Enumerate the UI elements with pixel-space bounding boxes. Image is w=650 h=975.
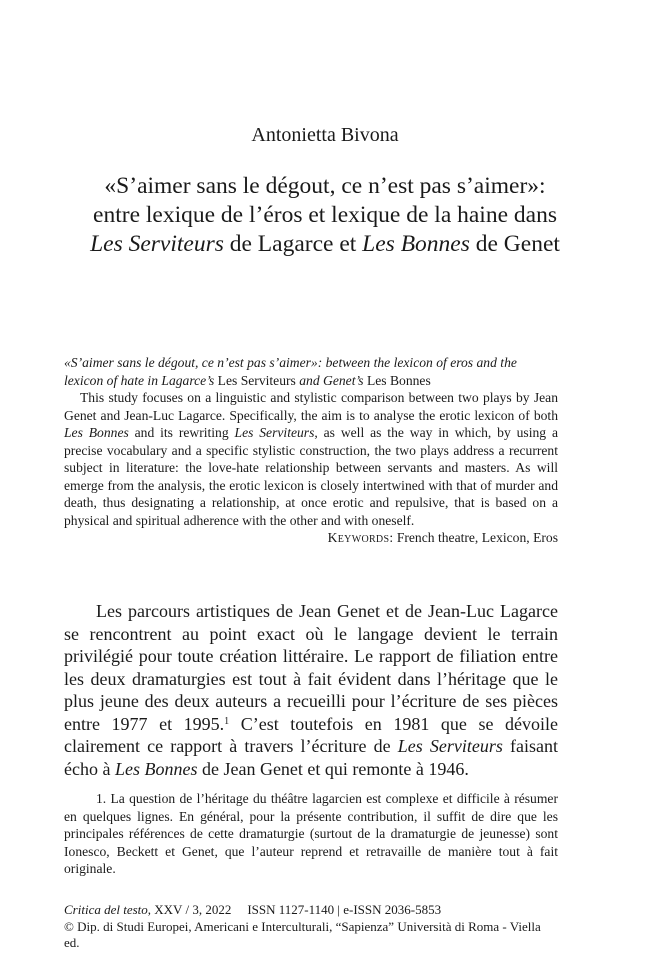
footnote-reference[interactable]: 1 — [224, 715, 230, 727]
issn: ISSN 1127-1140 | e-ISSN 2036-5853 — [247, 902, 442, 917]
main-text — [64, 600, 558, 780]
title-line-1: «S’aimer sans le dégout, ce n’est pas s’aimer»: — [104, 173, 546, 199]
keywords-list: French theatre, Lexicon, Eros — [396, 530, 558, 545]
journal-volume: , XXV / 3, 2022 — [147, 902, 232, 917]
body-paragraph: Les parcours artistiques de Jean Genet et de Jean-Luc Lagarce se rencontrent au point exact où le langage devient le terrain privilégié pour toute création littéraire. Le rapport de filiation entre les deux dramaturgies est tout à fait évident dans l’héritage que le plus jeune des deux auteurs a recueilli pour l’écriture de ses pièces entre 1977 et 1995.$^1$ C’est toutefois en 1981 que se dévoile clairement ce rapport à travers l’écriture de Les Serviteurs faisant écho à Les Bonnes de Jean Genet et qui remonte à 1946. — [64, 601, 558, 779]
page-footer — [64, 902, 558, 952]
footnote-text: 1. La question de l’héritage du théâtre lagarcien est complexe et difficile à résumer en quelques lignes. En général, pour la présente contribution, il suffit de dire que les principales références de cette dramaturgie (surtout de la dramaturgie de jeunesse) sont Ionesco, Beckett et Genet, que l’auteur reprend et retravaille de manière tout à fait originale. — [64, 791, 558, 876]
journal-name: Critica del testo — [64, 902, 148, 917]
title-line-2: entre lexique de l’éros et lexique de la haine dans — [93, 202, 557, 228]
article-title — [40, 172, 610, 259]
footnote — [64, 790, 558, 878]
title-end: de Genet — [469, 231, 560, 257]
copyright: © Dip. di Studi Europei, Americani e Interculturali, “Sapienza” Università di Roma - Viella ed. — [64, 918, 541, 950]
title-mid: de Lagarce et — [223, 231, 363, 257]
abstract-title: «S’aimer sans le dégout, ce n’est pas s’aimer»: between the lexicon of eros and the lexicon of hate in Lagarce’s Les Serviteurs and Genet’s Les Bonnes — [64, 355, 517, 388]
keywords — [64, 529, 558, 547]
title-play-bonnes: Les Bonnes — [362, 231, 470, 257]
keywords-label: Keywords: — [327, 530, 394, 545]
abstract-body: This study focuses on a linguistic and stylistic comparison between two plays by Jean Genet and Jean-Luc Lagarce. Specifically, the aim is to analyse the erotic lexicon of both Les Bonnes and its rewriting Les Serviteurs, as well as the way in which, by using a precise vocabulary and a specific stylistic construction, the two plays address a recurrent subject in literature: the love-hate relationship between servants and masters. As will emerge from the analysis, the erotic lexicon is closely intertwined with that of murder and death, thus designating a relationship, at once erotic and repulsive, that is based on a physical and spiritual adherence with the other and with oneself. — [64, 390, 558, 528]
author-name: Antonietta Bivona — [251, 124, 399, 146]
title-line-3 — [40, 230, 610, 259]
footer-citation — [64, 902, 558, 919]
title-play-serviteurs: Les Serviteurs — [90, 231, 224, 257]
abstract — [64, 354, 558, 547]
